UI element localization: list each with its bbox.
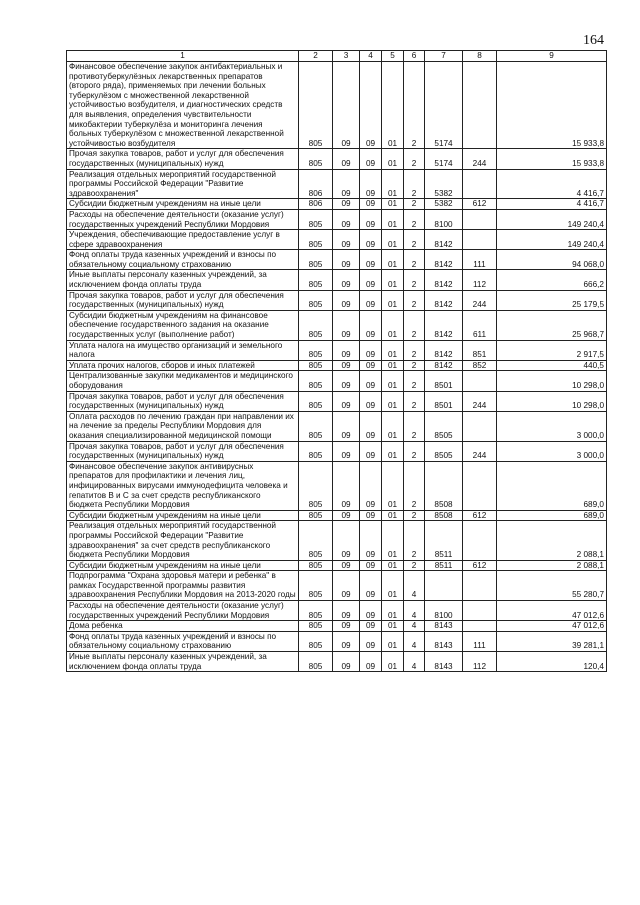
table-row xyxy=(67,560,607,571)
code-8-cell: 611 xyxy=(463,310,497,340)
code-6-cell: 2 xyxy=(404,270,425,290)
code-6-cell: 2 xyxy=(404,521,425,560)
table-row xyxy=(67,652,607,672)
code-7-cell: 8508 xyxy=(425,510,463,521)
code-2-cell: 805 xyxy=(299,391,333,411)
row-name-cell: Прочая закупка товаров, работ и услуг для обеспечения государственных (муниципальных) нужд xyxy=(67,290,299,310)
code-3-cell: 09 xyxy=(333,149,360,169)
code-4-cell: 09 xyxy=(360,62,382,149)
code-2-cell: 805 xyxy=(299,340,333,360)
code-3-cell: 09 xyxy=(333,391,360,411)
header-cell: 1 xyxy=(67,51,299,62)
code-5-cell: 01 xyxy=(382,209,404,229)
code-5-cell: 01 xyxy=(382,199,404,210)
code-8-cell xyxy=(463,209,497,229)
code-2-cell: 805 xyxy=(299,621,333,632)
code-2-cell: 805 xyxy=(299,371,333,391)
row-name-cell: Дома ребенка xyxy=(67,621,299,632)
code-2-cell: 805 xyxy=(299,290,333,310)
code-4-cell: 09 xyxy=(360,270,382,290)
code-2-cell: 805 xyxy=(299,310,333,340)
code-7-cell: 5174 xyxy=(425,149,463,169)
code-5-cell: 01 xyxy=(382,62,404,149)
code-5-cell: 01 xyxy=(382,230,404,250)
table-row xyxy=(67,209,607,229)
amount-cell: 47 012,6 xyxy=(497,601,607,621)
code-5-cell: 01 xyxy=(382,601,404,621)
code-7-cell: 8505 xyxy=(425,411,463,441)
code-4-cell: 09 xyxy=(360,250,382,270)
row-name-cell: Уплата налога на имущество организаций и земельного налога xyxy=(67,340,299,360)
row-name-cell: Фонд оплаты труда казенных учреждений и взносы по обязательному социальному страхованию xyxy=(67,250,299,270)
row-name-cell: Уплата прочих налогов, сборов и иных платежей xyxy=(67,360,299,371)
table-row xyxy=(67,411,607,441)
code-4-cell: 09 xyxy=(360,230,382,250)
header-cell: 8 xyxy=(463,51,497,62)
code-7-cell: 8143 xyxy=(425,652,463,672)
row-name-cell: Учреждения, обеспечивающие предоставление услуг в сфере здравоохранения xyxy=(67,230,299,250)
code-8-cell: 612 xyxy=(463,510,497,521)
code-4-cell: 09 xyxy=(360,391,382,411)
code-3-cell: 09 xyxy=(333,631,360,651)
code-3-cell: 09 xyxy=(333,62,360,149)
code-4-cell: 09 xyxy=(360,601,382,621)
code-7-cell: 8100 xyxy=(425,601,463,621)
code-3-cell: 09 xyxy=(333,411,360,441)
code-5-cell: 01 xyxy=(382,290,404,310)
code-3-cell: 09 xyxy=(333,510,360,521)
code-4-cell: 09 xyxy=(360,621,382,632)
code-7-cell: 8505 xyxy=(425,441,463,461)
code-5-cell: 01 xyxy=(382,310,404,340)
code-8-cell: 244 xyxy=(463,441,497,461)
code-4-cell: 09 xyxy=(360,360,382,371)
code-2-cell: 805 xyxy=(299,510,333,521)
row-name-cell: Реализация отдельных мероприятий государственной программы Российской Федерации "Развитие здравоохранения" xyxy=(67,169,299,199)
code-3-cell: 09 xyxy=(333,371,360,391)
code-5-cell: 01 xyxy=(382,340,404,360)
code-3-cell: 09 xyxy=(333,270,360,290)
code-3-cell: 09 xyxy=(333,199,360,210)
header-cell: 7 xyxy=(425,51,463,62)
table-row xyxy=(67,461,607,510)
code-2-cell: 805 xyxy=(299,230,333,250)
code-8-cell xyxy=(463,62,497,149)
header-cell: 4 xyxy=(360,51,382,62)
code-3-cell: 09 xyxy=(333,441,360,461)
amount-cell: 2 088,1 xyxy=(497,521,607,560)
table-row xyxy=(67,571,607,601)
code-5-cell: 01 xyxy=(382,621,404,632)
amount-cell: 149 240,4 xyxy=(497,230,607,250)
table-row xyxy=(67,230,607,250)
code-6-cell: 2 xyxy=(404,340,425,360)
code-2-cell: 805 xyxy=(299,62,333,149)
code-3-cell: 09 xyxy=(333,652,360,672)
row-name-cell: Иные выплаты персоналу казенных учреждений, за исключением фонда оплаты труда xyxy=(67,652,299,672)
row-name-cell: Централизованные закупки медикаментов и медицинского оборудования xyxy=(67,371,299,391)
amount-cell: 689,0 xyxy=(497,510,607,521)
code-6-cell: 2 xyxy=(404,250,425,270)
header-cell: 3 xyxy=(333,51,360,62)
code-2-cell: 805 xyxy=(299,149,333,169)
code-2-cell: 805 xyxy=(299,571,333,601)
code-6-cell: 2 xyxy=(404,290,425,310)
code-4-cell: 09 xyxy=(360,209,382,229)
code-8-cell: 111 xyxy=(463,250,497,270)
page-number: 164 xyxy=(583,33,604,48)
amount-cell: 3 000,0 xyxy=(497,411,607,441)
amount-cell: 4 416,7 xyxy=(497,169,607,199)
code-8-cell: 244 xyxy=(463,149,497,169)
code-3-cell: 09 xyxy=(333,340,360,360)
code-7-cell: 8511 xyxy=(425,521,463,560)
code-7-cell: 8142 xyxy=(425,270,463,290)
code-2-cell: 805 xyxy=(299,521,333,560)
amount-cell: 2 088,1 xyxy=(497,560,607,571)
table-row xyxy=(67,631,607,651)
row-name-cell: Фонд оплаты труда казенных учреждений и взносы по обязательному социальному страхованию xyxy=(67,631,299,651)
code-8-cell xyxy=(463,521,497,560)
amount-cell: 10 298,0 xyxy=(497,391,607,411)
code-3-cell: 09 xyxy=(333,521,360,560)
row-name-cell: Оплата расходов по лечению граждан при направлении их на лечение за пределы Республики Мордовия для оказания специализированной медицинской помощи xyxy=(67,411,299,441)
amount-cell: 15 933,8 xyxy=(497,149,607,169)
table-row xyxy=(67,270,607,290)
amount-cell: 25 179,5 xyxy=(497,290,607,310)
code-7-cell: 5382 xyxy=(425,199,463,210)
code-8-cell: 852 xyxy=(463,360,497,371)
code-2-cell: 805 xyxy=(299,250,333,270)
code-5-cell: 01 xyxy=(382,411,404,441)
code-4-cell: 09 xyxy=(360,521,382,560)
code-5-cell: 01 xyxy=(382,510,404,521)
code-5-cell: 01 xyxy=(382,149,404,169)
amount-cell: 15 933,8 xyxy=(497,62,607,149)
code-4-cell: 09 xyxy=(360,199,382,210)
code-3-cell: 09 xyxy=(333,310,360,340)
code-6-cell: 2 xyxy=(404,62,425,149)
code-3-cell: 09 xyxy=(333,209,360,229)
table-row xyxy=(67,621,607,632)
table-row xyxy=(67,290,607,310)
code-5-cell: 01 xyxy=(382,560,404,571)
amount-cell: 94 068,0 xyxy=(497,250,607,270)
code-7-cell: 8143 xyxy=(425,631,463,651)
budget-table xyxy=(66,50,607,672)
table-row xyxy=(67,601,607,621)
code-4-cell: 09 xyxy=(360,411,382,441)
code-5-cell: 01 xyxy=(382,270,404,290)
code-7-cell: 8142 xyxy=(425,290,463,310)
code-6-cell: 2 xyxy=(404,441,425,461)
code-8-cell xyxy=(463,461,497,510)
code-6-cell: 2 xyxy=(404,310,425,340)
table-row xyxy=(67,250,607,270)
code-2-cell: 805 xyxy=(299,461,333,510)
code-6-cell: 2 xyxy=(404,360,425,371)
code-8-cell: 111 xyxy=(463,631,497,651)
code-4-cell: 09 xyxy=(360,571,382,601)
code-8-cell: 112 xyxy=(463,652,497,672)
row-name-cell: Субсидии бюджетным учреждениям на иные цели xyxy=(67,560,299,571)
code-8-cell: 612 xyxy=(463,199,497,210)
code-3-cell: 09 xyxy=(333,169,360,199)
code-2-cell: 805 xyxy=(299,631,333,651)
code-6-cell: 2 xyxy=(404,391,425,411)
code-8-cell: 612 xyxy=(463,560,497,571)
code-7-cell: 5382 xyxy=(425,169,463,199)
code-7-cell: 8142 xyxy=(425,230,463,250)
code-8-cell: 244 xyxy=(463,391,497,411)
table-row xyxy=(67,441,607,461)
code-3-cell: 09 xyxy=(333,560,360,571)
amount-cell: 2 917,5 xyxy=(497,340,607,360)
table-row xyxy=(67,62,607,149)
amount-cell: 39 281,1 xyxy=(497,631,607,651)
code-8-cell xyxy=(463,230,497,250)
code-3-cell: 09 xyxy=(333,360,360,371)
code-7-cell: 8508 xyxy=(425,461,463,510)
row-name-cell: Иные выплаты персоналу казенных учреждений, за исключением фонда оплаты труда xyxy=(67,270,299,290)
code-6-cell: 2 xyxy=(404,411,425,441)
code-5-cell: 01 xyxy=(382,169,404,199)
code-6-cell: 4 xyxy=(404,631,425,651)
code-4-cell: 09 xyxy=(360,371,382,391)
code-4-cell: 09 xyxy=(360,340,382,360)
code-3-cell: 09 xyxy=(333,601,360,621)
code-8-cell xyxy=(463,371,497,391)
code-7-cell: 8142 xyxy=(425,360,463,371)
header-cell: 5 xyxy=(382,51,404,62)
code-4-cell: 09 xyxy=(360,169,382,199)
code-5-cell: 01 xyxy=(382,360,404,371)
amount-cell: 120,4 xyxy=(497,652,607,672)
header-cell: 6 xyxy=(404,51,425,62)
code-7-cell: 8501 xyxy=(425,391,463,411)
code-4-cell: 09 xyxy=(360,290,382,310)
code-5-cell: 01 xyxy=(382,652,404,672)
code-8-cell xyxy=(463,169,497,199)
code-6-cell: 2 xyxy=(404,371,425,391)
code-4-cell: 09 xyxy=(360,510,382,521)
code-8-cell: 851 xyxy=(463,340,497,360)
code-6-cell: 2 xyxy=(404,169,425,199)
code-4-cell: 09 xyxy=(360,631,382,651)
amount-cell: 55 280,7 xyxy=(497,571,607,601)
code-7-cell: 8142 xyxy=(425,250,463,270)
code-4-cell: 09 xyxy=(360,461,382,510)
table-row xyxy=(67,371,607,391)
code-5-cell: 01 xyxy=(382,571,404,601)
code-7-cell: 8142 xyxy=(425,340,463,360)
row-name-cell: Прочая закупка товаров, работ и услуг для обеспечения государственных (муниципальных) нужд xyxy=(67,391,299,411)
code-7-cell: 8100 xyxy=(425,209,463,229)
header-cell: 9 xyxy=(497,51,607,62)
code-7-cell: 8142 xyxy=(425,310,463,340)
row-name-cell: Расходы на обеспечение деятельности (оказание услуг) государственных учреждений Республики Мордовия xyxy=(67,209,299,229)
code-5-cell: 01 xyxy=(382,250,404,270)
code-4-cell: 09 xyxy=(360,652,382,672)
code-7-cell: 8143 xyxy=(425,621,463,632)
code-3-cell: 09 xyxy=(333,571,360,601)
code-4-cell: 09 xyxy=(360,310,382,340)
code-5-cell: 01 xyxy=(382,371,404,391)
code-2-cell: 805 xyxy=(299,441,333,461)
amount-cell: 440,5 xyxy=(497,360,607,371)
code-2-cell: 805 xyxy=(299,360,333,371)
code-6-cell: 2 xyxy=(404,461,425,510)
code-2-cell: 805 xyxy=(299,411,333,441)
code-5-cell: 01 xyxy=(382,521,404,560)
table-row xyxy=(67,169,607,199)
code-6-cell: 2 xyxy=(404,230,425,250)
row-name-cell: Субсидии бюджетным учреждениям на иные цели xyxy=(67,199,299,210)
amount-cell: 689,0 xyxy=(497,461,607,510)
row-name-cell: Финансовое обеспечение закупок антибактериальных и противотуберкулёзных лекарственных препаратов (второго ряда), применяемых при лечении больных туберкулёзом с множественной лекарственной устойчивостью возбудителя, и диагностических средств для выявления, определения чувствительности микобактерии туберкулёза и мониторинга лечения больных туберкулёзом с множественной лекарственной устойчивостью возбудителя xyxy=(67,62,299,149)
table-row xyxy=(67,360,607,371)
code-8-cell xyxy=(463,621,497,632)
amount-cell: 4 416,7 xyxy=(497,199,607,210)
amount-cell: 47 012,6 xyxy=(497,621,607,632)
row-name-cell: Субсидии бюджетным учреждениям на иные цели xyxy=(67,510,299,521)
code-3-cell: 09 xyxy=(333,230,360,250)
row-name-cell: Субсидии бюджетным учреждениям на финансовое обеспечение государственного задания на оказание государственных услуг (выполнение работ) xyxy=(67,310,299,340)
code-2-cell: 805 xyxy=(299,560,333,571)
code-2-cell: 806 xyxy=(299,169,333,199)
code-7-cell: 5174 xyxy=(425,62,463,149)
code-6-cell: 2 xyxy=(404,209,425,229)
amount-cell: 3 000,0 xyxy=(497,441,607,461)
code-8-cell xyxy=(463,601,497,621)
table-body xyxy=(67,62,607,672)
row-name-cell: Финансовое обеспечение закупок антивирусных препаратов для профилактики и лечения лиц, инфицированных вирусами иммунодефицита человека и гепатитов В и С за счет средств республиканского бюджета Республики Мордовия xyxy=(67,461,299,510)
code-5-cell: 01 xyxy=(382,391,404,411)
code-8-cell xyxy=(463,571,497,601)
code-2-cell: 806 xyxy=(299,199,333,210)
amount-cell: 666,2 xyxy=(497,270,607,290)
table-row xyxy=(67,391,607,411)
code-8-cell: 112 xyxy=(463,270,497,290)
code-6-cell: 4 xyxy=(404,571,425,601)
code-4-cell: 09 xyxy=(360,149,382,169)
code-3-cell: 09 xyxy=(333,250,360,270)
header-cell: 2 xyxy=(299,51,333,62)
code-6-cell: 4 xyxy=(404,652,425,672)
code-7-cell: 8511 xyxy=(425,560,463,571)
code-5-cell: 01 xyxy=(382,631,404,651)
code-6-cell: 4 xyxy=(404,601,425,621)
code-3-cell: 09 xyxy=(333,461,360,510)
code-6-cell: 2 xyxy=(404,510,425,521)
table-header-row xyxy=(67,51,607,62)
table-row xyxy=(67,149,607,169)
code-6-cell: 4 xyxy=(404,621,425,632)
code-2-cell: 805 xyxy=(299,270,333,290)
row-name-cell: Реализация отдельных мероприятий государственной программы Российской Федерации "Развитие здравоохранения" за счет средств республиканского бюджета Республики Мордовия xyxy=(67,521,299,560)
code-5-cell: 01 xyxy=(382,441,404,461)
code-6-cell: 2 xyxy=(404,149,425,169)
table-row xyxy=(67,521,607,560)
code-2-cell: 805 xyxy=(299,601,333,621)
row-name-cell: Прочая закупка товаров, работ и услуг для обеспечения государственных (муниципальных) нужд xyxy=(67,441,299,461)
amount-cell: 10 298,0 xyxy=(497,371,607,391)
code-2-cell: 805 xyxy=(299,209,333,229)
row-name-cell: Расходы на обеспечение деятельности (оказание услуг) государственных учреждений Республики Мордовия xyxy=(67,601,299,621)
table-row xyxy=(67,340,607,360)
code-5-cell: 01 xyxy=(382,461,404,510)
row-name-cell: Подпрограмма "Охрана здоровья матери и ребенка" в рамках Государственной программы развития здравоохранения Республики Мордовия на 2013-2020 годы xyxy=(67,571,299,601)
code-3-cell: 09 xyxy=(333,290,360,310)
table-row xyxy=(67,310,607,340)
code-3-cell: 09 xyxy=(333,621,360,632)
amount-cell: 149 240,4 xyxy=(497,209,607,229)
table-row xyxy=(67,510,607,521)
code-7-cell xyxy=(425,571,463,601)
amount-cell: 25 968,7 xyxy=(497,310,607,340)
code-4-cell: 09 xyxy=(360,441,382,461)
row-name-cell: Прочая закупка товаров, работ и услуг для обеспечения государственных (муниципальных) нужд xyxy=(67,149,299,169)
code-8-cell xyxy=(463,411,497,441)
table-row xyxy=(67,199,607,210)
code-6-cell: 2 xyxy=(404,560,425,571)
code-6-cell: 2 xyxy=(404,199,425,210)
code-2-cell: 805 xyxy=(299,652,333,672)
code-4-cell: 09 xyxy=(360,560,382,571)
code-7-cell: 8501 xyxy=(425,371,463,391)
code-8-cell: 244 xyxy=(463,290,497,310)
